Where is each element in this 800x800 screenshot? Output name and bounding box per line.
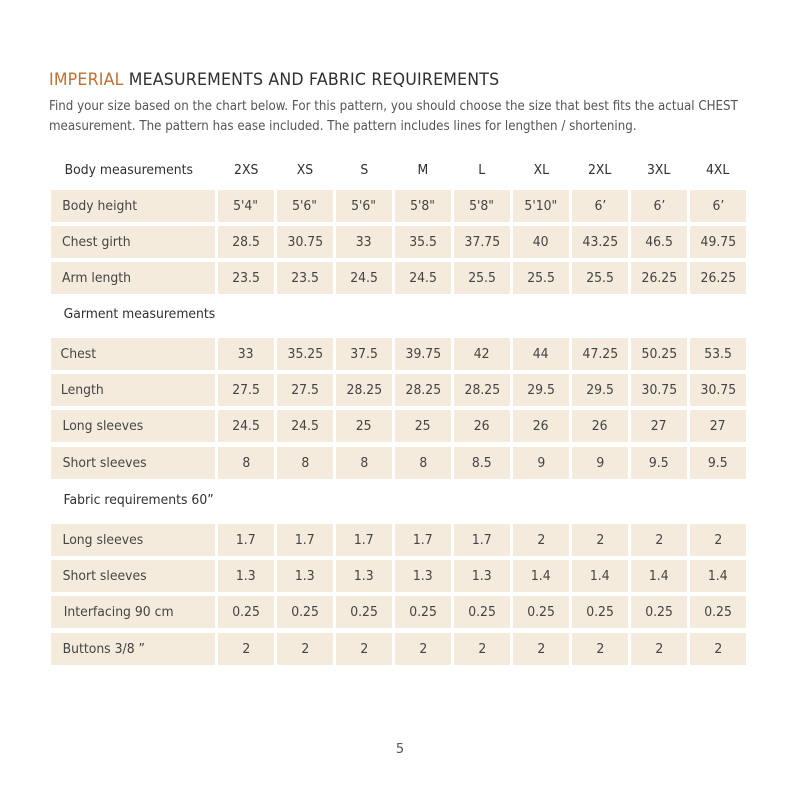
row-label-text: Buttons 3/8 ” [62,641,145,657]
table-cell [336,190,392,222]
table-cell [631,410,687,442]
table-cell [277,226,333,258]
size-column-header [513,154,569,186]
section-heading [51,298,215,330]
table-cell-text: 28.25 [464,382,500,398]
table-cell-text: 8 [301,455,309,471]
table-cell-text: 2 [655,641,663,657]
table-cell [277,190,333,222]
table-cell [395,447,451,479]
row-label [51,633,215,665]
table-row [51,524,746,556]
size-column-header [631,154,687,186]
table-cell-text: 2 [537,641,545,657]
table-cell-text: 27.5 [291,382,319,398]
row-label-text: Arm length [62,270,132,286]
table-cell-text: 33 [238,346,254,362]
table-cell [395,410,451,442]
table-cell-text: 27 [651,418,667,434]
table-cell [336,524,392,556]
table-cell [218,633,274,665]
table-cell [336,633,392,665]
table-cell-text: 40 [533,234,549,250]
table-cell [513,410,569,442]
table-cell [631,560,687,592]
table-cell-text: 6’ [653,198,665,214]
table-cell-text: 1.3 [236,568,256,584]
table-cell-text: 8 [360,455,368,471]
table-cell-text: 28.5 [232,234,260,250]
table-cell [631,524,687,556]
title-accent: IMPERIAL [49,70,124,90]
row-label [51,524,215,556]
table-cell [513,633,569,665]
table-cell-text: 35.5 [409,234,437,250]
table-cell [395,190,451,222]
table-cell [218,190,274,222]
table-row [51,633,746,665]
table-cell-text: 50.25 [641,346,677,362]
row-label-text: Chest [60,346,97,362]
table-cell-text: 2 [360,641,368,657]
table-cell [690,338,746,370]
table-cell-text: 9.5 [649,455,669,471]
table-cell-text: 33 [356,234,372,250]
table-cell-text: 2 [596,532,604,548]
table-cell [513,338,569,370]
table-cell [572,596,628,628]
table-cell [454,374,510,406]
table-cell-text: 0.25 [409,604,437,620]
row-label [51,560,215,592]
section-heading-body-text: Body measurements [64,162,194,178]
table-cell [513,596,569,628]
table-cell-text: 2 [596,641,604,657]
table-row [51,190,746,222]
table-cell-text: 1.7 [295,532,315,548]
table-cell-text: 6’ [712,198,724,214]
table-row [51,410,746,442]
table-cell [454,560,510,592]
row-label [51,190,215,222]
table-cell-text: 1.4 [531,568,551,584]
table-cell [395,633,451,665]
size-column-header-text: XS [296,162,314,178]
table-cell [572,410,628,442]
table-cell-text: 0.25 [586,604,614,620]
table-cell-text: 1.3 [295,568,315,584]
row-label-text: Long sleeves [62,418,144,434]
table-cell [572,190,628,222]
table-cell [572,262,628,294]
table-cell [572,374,628,406]
table-cell-text: 0.25 [645,604,673,620]
table-cell [395,596,451,628]
title-rest: MEASUREMENTS AND FABRIC REQUIREMENTS [123,70,500,90]
table-cell [454,524,510,556]
table-cell [277,596,333,628]
table-row [51,338,746,370]
table-cell [336,447,392,479]
table-cell [277,338,333,370]
table-cell [631,447,687,479]
table-cell [572,560,628,592]
table-cell [395,374,451,406]
size-header-row [51,154,746,186]
table-cell [454,338,510,370]
table-cell-text: 53.5 [704,346,732,362]
table-cell-text: 1.7 [472,532,492,548]
table-cell-text: 42 [474,346,490,362]
table-cell-text: 5'6" [292,198,318,214]
table-cell-text: 0.25 [232,604,260,620]
table-cell-text: 9 [537,455,545,471]
table-cell [572,338,628,370]
table-cell-text: 0.25 [350,604,378,620]
intro-line-2: measurement. The pattern has ease included. The pattern includes lines for lengthen / shortening. [49,119,637,134]
table-cell-text: 26 [533,418,549,434]
table-cell [572,447,628,479]
table-cell-text: 9.5 [708,455,728,471]
table-cell-text: 30.75 [641,382,677,398]
table-cell-text: 0.25 [527,604,555,620]
section-heading-row [51,298,215,330]
table-cell [336,410,392,442]
table-cell [218,560,274,592]
table-cell-text: 5'8" [410,198,436,214]
size-column-header [572,154,628,186]
table-cell [631,633,687,665]
table-cell [454,447,510,479]
size-column-header [454,154,510,186]
table-cell [513,190,569,222]
table-cell [395,560,451,592]
size-column-header-text: XL [533,162,549,178]
table-cell-text: 2 [714,532,722,548]
table-cell [631,262,687,294]
table-cell-text: 29.5 [586,382,614,398]
table-cell-text: 1.4 [708,568,728,584]
table-cell [277,374,333,406]
section-heading [51,484,215,516]
table-row [51,226,746,258]
table-row [51,447,746,479]
table-cell [454,596,510,628]
table-cell [690,633,746,665]
section-heading-body [51,154,215,186]
table-cell-text: 25.5 [527,270,555,286]
table-row [51,596,746,628]
table-cell-text: 39.75 [405,346,441,362]
table-cell [513,262,569,294]
table-cell [572,524,628,556]
row-label [51,447,215,479]
page-title [49,70,499,90]
table-cell-text: 43.25 [582,234,618,250]
table-cell [454,262,510,294]
table-row [51,374,746,406]
table-cell-text: 0.25 [468,604,496,620]
table-row [51,262,746,294]
table-cell-text: 47.25 [582,346,618,362]
table-cell [513,447,569,479]
section-heading-text: Garment measurements [63,306,216,322]
size-column-header-text: L [478,162,486,178]
table-cell [336,596,392,628]
table-cell [277,560,333,592]
table-cell-text: 2 [242,641,250,657]
size-column-header [218,154,274,186]
table-cell [454,226,510,258]
table-cell-text: 2 [478,641,486,657]
table-cell [690,524,746,556]
table-cell [690,410,746,442]
page-number: 5 [395,742,405,757]
table-cell-text: 23.5 [291,270,319,286]
table-cell [218,410,274,442]
table-cell-text: 25 [356,418,372,434]
table-cell-text: 1.7 [236,532,256,548]
table-cell [277,410,333,442]
table-cell-text: 8.5 [472,455,492,471]
row-label [51,374,215,406]
table-cell [513,226,569,258]
table-cell-text: 26 [474,418,490,434]
table-cell-text: 5'8" [469,198,495,214]
table-cell-text: 30.75 [700,382,736,398]
table-cell-text: 24.5 [350,270,378,286]
table-cell-text: 49.75 [700,234,736,250]
table-cell [336,560,392,592]
table-cell-text: 1.4 [590,568,610,584]
table-cell-text: 26.25 [700,270,736,286]
table-cell [631,226,687,258]
table-cell-text: 44 [533,346,549,362]
table-cell-text: 2 [301,641,309,657]
table-cell-text: 24.5 [291,418,319,434]
table-cell-text: 2 [714,641,722,657]
table-cell [218,447,274,479]
section-heading-row [51,484,215,516]
table-cell [336,338,392,370]
table-cell [277,262,333,294]
table-cell-text: 1.7 [413,532,433,548]
table-cell [513,524,569,556]
table-cell [513,374,569,406]
row-label-text: Short sleeves [62,455,147,471]
table-cell-text: 5'4" [233,198,259,214]
row-label [51,338,215,370]
table-cell-text: 1.3 [354,568,374,584]
table-cell [690,447,746,479]
size-column-header [690,154,746,186]
row-label-text: Length [60,382,104,398]
intro-line-1: Find your size based on the chart below. For this pattern, you should choose the size that best fits the actual CHEST [49,99,738,114]
table-cell-text: 37.75 [464,234,500,250]
table-cell-text: 46.5 [645,234,673,250]
table-cell-text: 1.7 [354,532,374,548]
table-cell-text: 0.25 [291,604,319,620]
row-label [51,262,215,294]
size-column-header-text: 4XL [706,162,730,178]
table-cell [690,560,746,592]
row-label-text: Interfacing 90 cm [63,604,174,620]
table-cell [218,338,274,370]
table-cell-text: 27 [710,418,726,434]
table-cell [454,410,510,442]
table-cell [336,374,392,406]
table-cell [218,524,274,556]
table-cell [690,190,746,222]
table-cell-text: 26.25 [641,270,677,286]
table-cell [277,447,333,479]
table-cell [395,226,451,258]
table-cell-text: 5'6" [351,198,377,214]
table-cell [631,338,687,370]
table-cell [631,596,687,628]
row-label [51,226,215,258]
section-heading-text: Fabric requirements 60” [63,492,214,508]
table-cell-text: 30.75 [287,234,323,250]
table-cell [454,190,510,222]
table-cell [277,633,333,665]
table-cell [631,374,687,406]
table-cell-text: 25.5 [468,270,496,286]
table-cell-text: 0.25 [704,604,732,620]
table-cell-text: 1.3 [413,568,433,584]
table-cell [690,262,746,294]
row-label-text: Short sleeves [62,568,147,584]
table-cell-text: 6’ [594,198,606,214]
size-column-header-text: 2XS [233,162,259,178]
table-cell-text: 8 [242,455,250,471]
table-cell-text: 2 [655,532,663,548]
table-cell [395,262,451,294]
table-cell [572,633,628,665]
size-column-header-text: 3XL [647,162,671,178]
table-cell-text: 35.25 [287,346,323,362]
table-cell-text: 37.5 [350,346,378,362]
table-cell-text: 24.5 [232,418,260,434]
table-cell-text: 26 [592,418,608,434]
table-cell [572,226,628,258]
table-cell-text: 5'10" [524,198,558,214]
table-cell [395,524,451,556]
table-cell [336,262,392,294]
table-cell [513,560,569,592]
table-cell-text: 28.25 [405,382,441,398]
table-cell-text: 27.5 [232,382,260,398]
row-label-text: Long sleeves [62,532,144,548]
table-cell [336,226,392,258]
table-cell-text: 9 [596,455,604,471]
table-cell-text: 1.3 [472,568,492,584]
table-cell [690,374,746,406]
table-cell [690,596,746,628]
table-cell-text: 28.25 [346,382,382,398]
intro-text [49,97,738,137]
size-column-header-text: M [417,162,429,178]
row-label [51,410,215,442]
table-cell [218,226,274,258]
row-label-text: Body height [62,198,138,214]
table-cell-text: 2 [537,532,545,548]
table-cell [218,596,274,628]
table-cell-text: 8 [419,455,427,471]
size-column-header [336,154,392,186]
row-label [51,596,215,628]
table-cell [277,524,333,556]
size-column-header-text: S [360,162,368,178]
table-cell-text: 25.5 [586,270,614,286]
table-cell-text: 24.5 [409,270,437,286]
size-column-header-text: 2XL [588,162,612,178]
size-column-header [277,154,333,186]
table-cell-text: 1.4 [649,568,669,584]
size-column-header [395,154,451,186]
table-cell-text: 2 [419,641,427,657]
table-cell [395,338,451,370]
table-cell-text: 25 [415,418,431,434]
table-row [51,560,746,592]
table-cell [218,262,274,294]
table-cell [454,633,510,665]
table-cell-text: 23.5 [232,270,260,286]
row-label-text: Chest girth [61,234,131,250]
table-cell [690,226,746,258]
table-cell-text: 29.5 [527,382,555,398]
table-cell [631,190,687,222]
table-cell [218,374,274,406]
